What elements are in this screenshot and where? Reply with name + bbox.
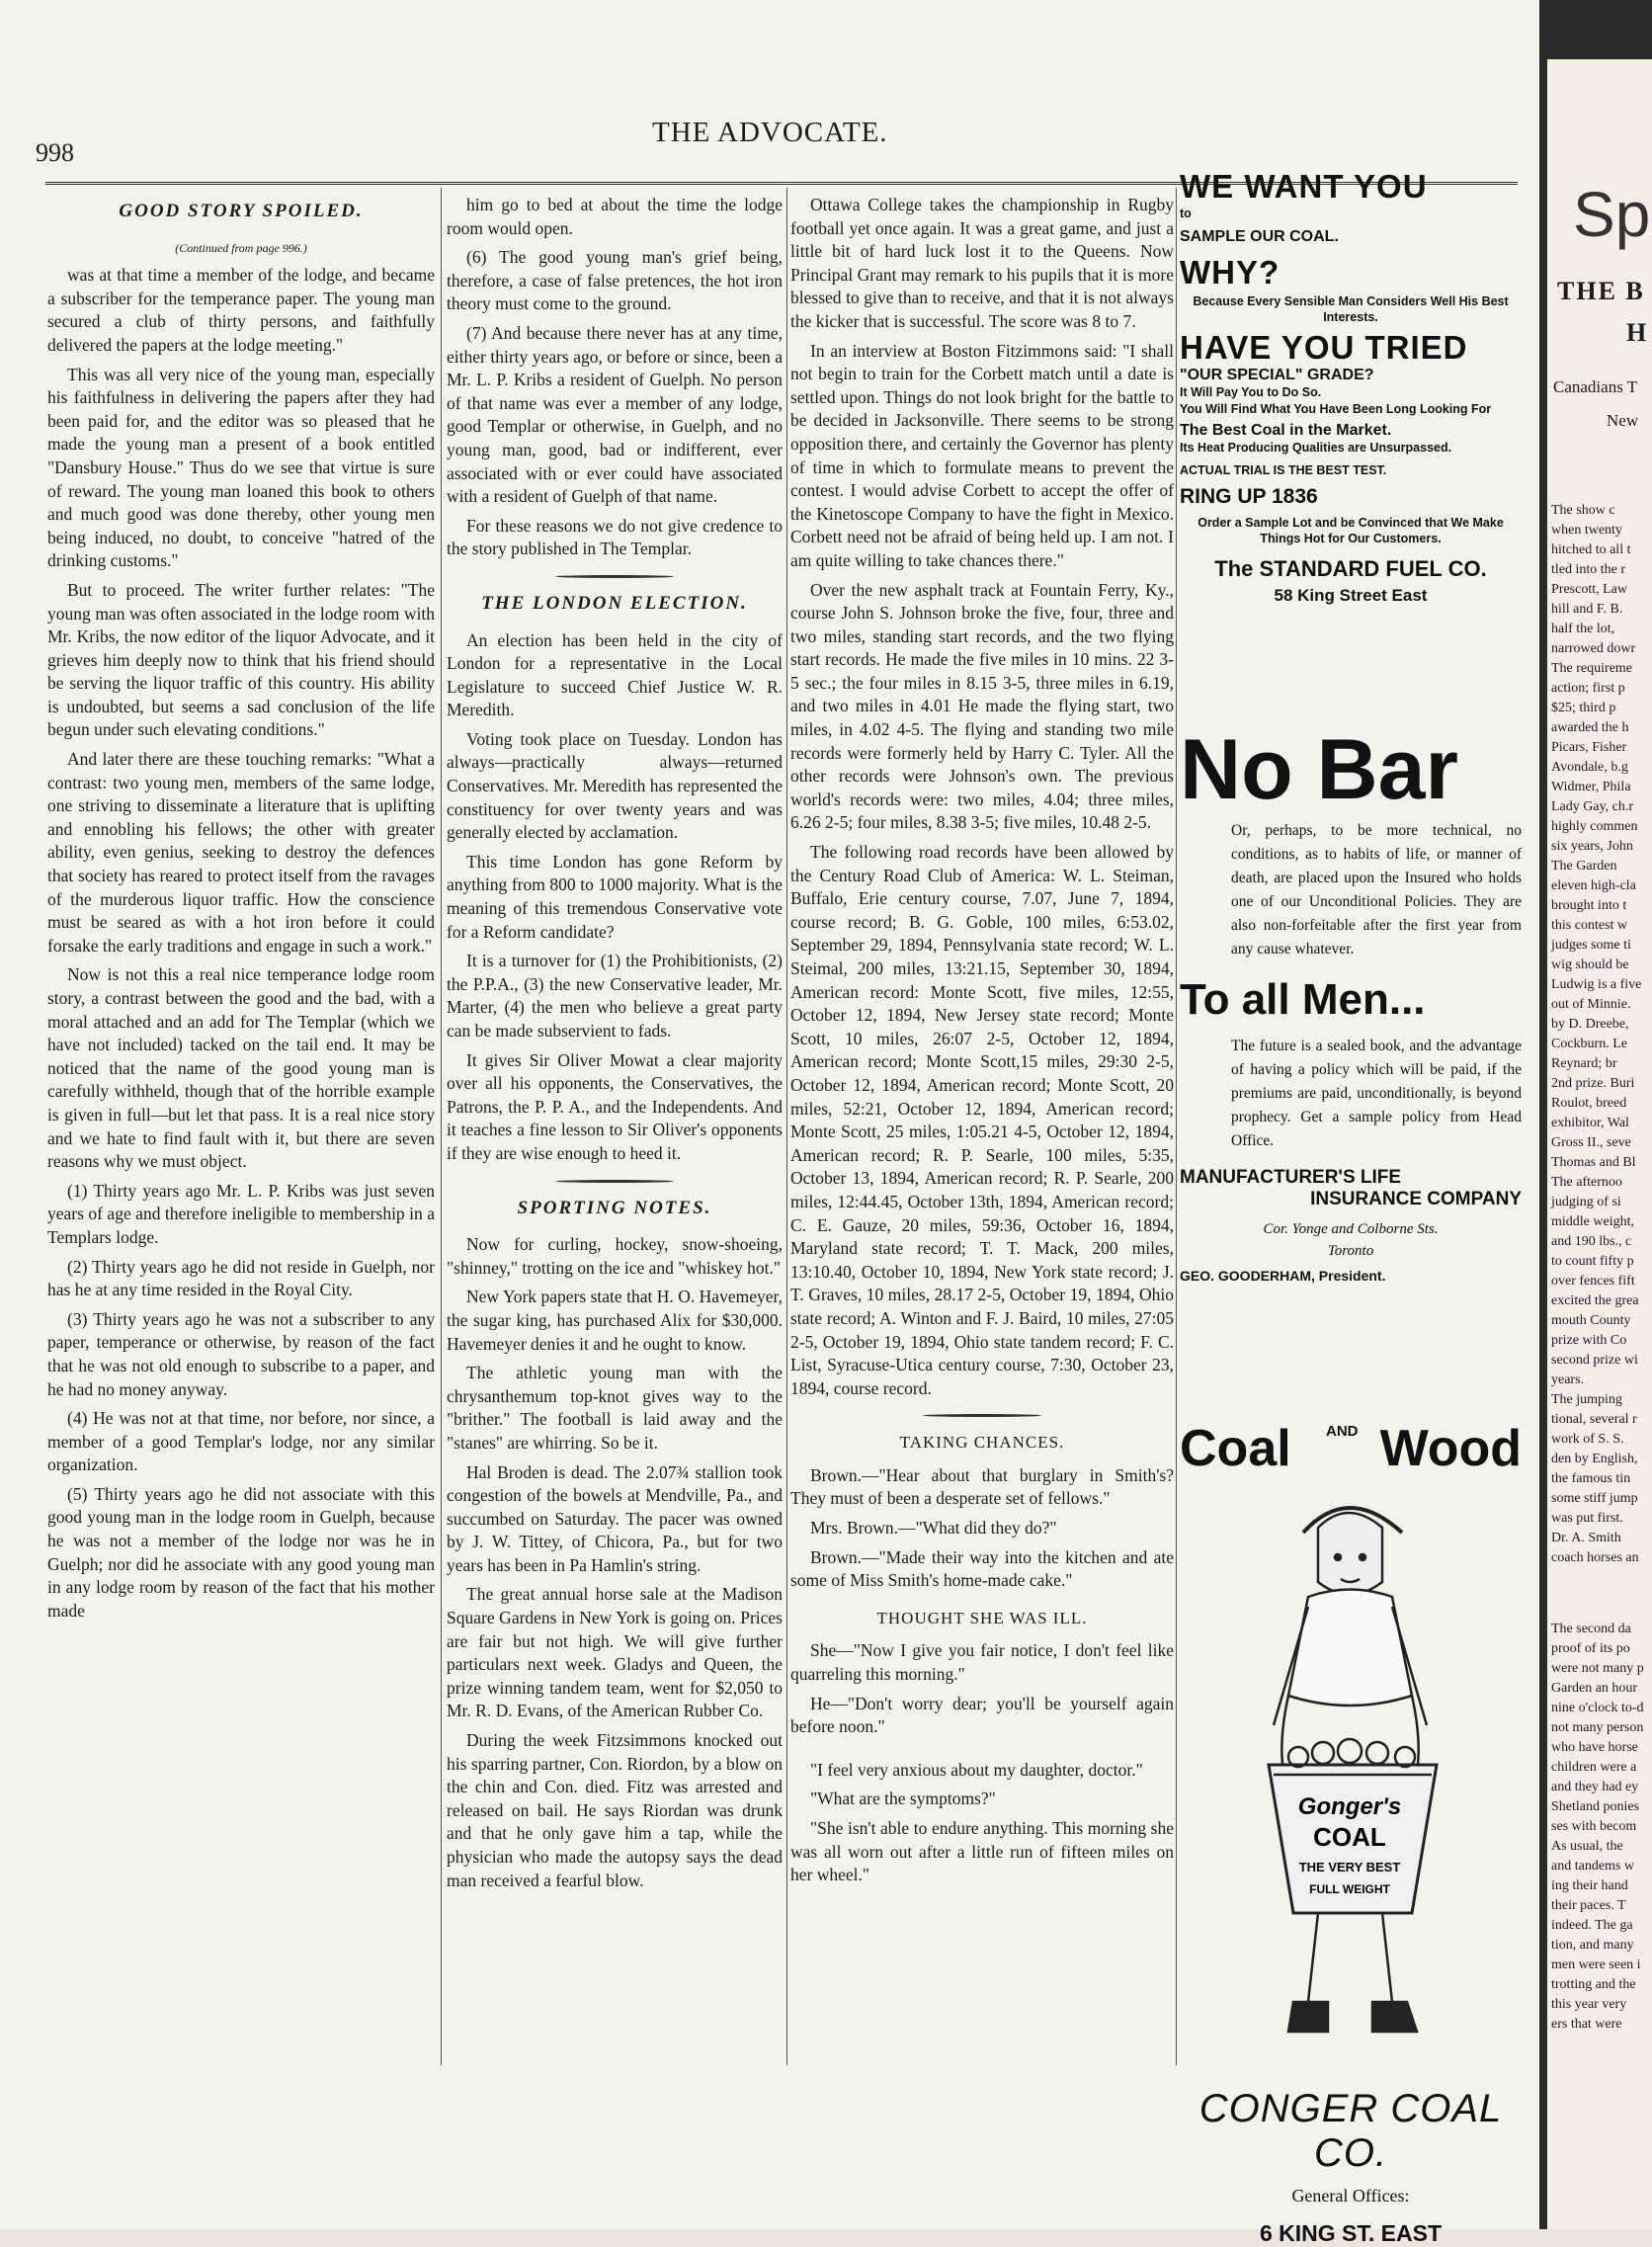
column-divider bbox=[1176, 188, 1177, 2065]
ad-company: MANUFACTURER'S LIFE bbox=[1180, 1167, 1402, 1188]
adjacent-page-text: their paces. T bbox=[1551, 1898, 1626, 1913]
adjacent-page-text: who have horse bbox=[1551, 1740, 1638, 1755]
adjacent-page-text: hitched to all t bbox=[1551, 542, 1631, 557]
ad-text: You Will Find What You Have Been Long Looking For bbox=[1180, 402, 1492, 416]
adjacent-page-text: ers that were bbox=[1551, 2017, 1622, 2032]
adjacent-page-text: ses with becom bbox=[1551, 1819, 1637, 1834]
adjacent-page-text: The second da bbox=[1551, 1622, 1631, 1636]
adjacent-page-text: work of S. S. bbox=[1551, 1432, 1624, 1447]
ad-headline: HAVE YOU TRIED bbox=[1180, 329, 1468, 366]
paragraph: Brown.—"Hear about that burglary in Smith's? They must of been a desperate set of fellows." bbox=[790, 1464, 1174, 1509]
paragraph: Ottawa College takes the championship in Rugby football yet once again. It was a great game, and just a little bit of hard luck lost it to the Queens. Now Principal Grant may remark to his pupils that it is more blessed to give than to receive, and that it is not always the kicker that is successful. The score was 8 to 7. bbox=[790, 195, 1174, 331]
adjacent-page-text: not many person bbox=[1551, 1720, 1644, 1735]
paragraph: It is a turnover for (1) the Prohibitionists, (2) the P.P.A., (3) the new Conservative leader, Mr. Marter, (4) the men who believe a great party can be made subservient to fads. bbox=[447, 951, 783, 1040]
adjacent-page-text: children were a bbox=[1551, 1760, 1637, 1775]
adjacent-page-text: eleven high-cla bbox=[1551, 878, 1636, 893]
ad-phone: RING UP 1836 bbox=[1180, 485, 1318, 508]
adjacent-page-text: Thomas and Bl bbox=[1551, 1155, 1636, 1170]
adjacent-page-text: trotting and the bbox=[1551, 1977, 1636, 1992]
adjacent-page-text: Dr. A. Smith bbox=[1551, 1531, 1621, 1545]
adjacent-page-text: Canadians T bbox=[1553, 377, 1638, 396]
ad-text: Or, perhaps, to be more technical, no conditions, as to habits of life, or manner of death, are placed upon the Insured who holds one of our Unconditional Policies. They are also non-forfeitable after the first year from any cause whatever. bbox=[1231, 822, 1522, 957]
paragraph: "I feel very anxious about my daughter, doctor." bbox=[810, 1759, 1143, 1780]
adjacent-page-text: this year very bbox=[1551, 1997, 1627, 2012]
adjacent-page-text: judging of si bbox=[1551, 1195, 1621, 1209]
ad-text: ACTUAL TRIAL IS THE BEST TEST. bbox=[1180, 463, 1387, 477]
ad-text: General Offices: bbox=[1291, 2186, 1410, 2205]
boy-with-coal-basket-illustration bbox=[1180, 1488, 1522, 2081]
adjacent-page-text: highly commen bbox=[1551, 819, 1638, 834]
basket-label: FULL WEIGHT bbox=[1309, 1882, 1390, 1896]
ad-text: Its Heat Producing Qualities are Unsurpassed. bbox=[1180, 441, 1452, 455]
adjacent-page-text: judges some ti bbox=[1551, 938, 1631, 953]
adjacent-page-text: proof of its po bbox=[1551, 1641, 1630, 1656]
basket-label: COAL bbox=[1313, 1822, 1386, 1852]
adjacent-page-text: New bbox=[1607, 411, 1639, 430]
adjacent-page-text: den by English, bbox=[1551, 1452, 1638, 1466]
ad-text: Because Every Sensible Man Considers Well His Best Interests. bbox=[1193, 294, 1509, 324]
ad-address: Toronto bbox=[1327, 1243, 1374, 1259]
paragraph: Hal Broden is dead. The 2.07¾ stallion took congestion of the bowels at Mendville, Pa., and succumbed on Saturday. The pacer was owned by J. W. Tittey, of Chicora, Pa., but for two years has been in Pa Hamlin's string. bbox=[447, 1461, 783, 1575]
continued-note: (Continued from page 996.) bbox=[175, 240, 307, 255]
paragraph: (3) Thirty years ago he was not a subscriber to any paper, temperance or otherwise, by reason of the fact that he was not old enough to subscribe to a paper, and he had no money anyway. bbox=[47, 1308, 435, 1399]
adjacent-page-text: The show c bbox=[1551, 503, 1615, 518]
ad-company: CONGER COAL CO. bbox=[1198, 2087, 1503, 2175]
adjacent-page-text: hill and F. B. bbox=[1551, 602, 1623, 617]
paragraph: New York papers state that H. O. Havemeyer, the sugar king, has purchased Alix for $30,000. Havemeyer denies it and he ought to know. bbox=[447, 1287, 783, 1354]
paragraph: And later there are these touching remarks: "What a contrast: two young men, members of the same lodge, one striving to disseminate a literature that is uplifting and ennobling his fellows; the other with greater ability, even genius, seeking to destroy the defences that society has reared to protect itself from the ravages of the murderous liquor traffic. How the conscience must be seared as with a hot iron before it could forsake the early traditions and engage in such a work." bbox=[47, 749, 435, 956]
adjacent-page-text: ing their hand bbox=[1551, 1878, 1628, 1893]
adjacent-page-text: years. bbox=[1551, 1373, 1585, 1387]
adjacent-page-text: THE B bbox=[1557, 277, 1645, 305]
adjacent-page-text: Picars, Fisher bbox=[1551, 740, 1627, 755]
ad-text: It Will Pay You to Do So. bbox=[1180, 385, 1322, 399]
adjacent-page-text: As usual, the bbox=[1551, 1839, 1623, 1854]
adjacent-page-text: Roulot, breed bbox=[1551, 1096, 1627, 1111]
adjacent-page-text: Widmer, Phila bbox=[1551, 780, 1631, 794]
paragraph: The athletic young man with the chrysanthemum top-knot gives way to the "brither." The football is laid away and the "stanes" are whirring. So be it. bbox=[447, 1363, 783, 1453]
adjacent-page-text: action; first p bbox=[1551, 681, 1625, 696]
paragraph: It gives Sir Oliver Mowat a clear majority over all his opponents, the Conservatives, the Patrons, the P. P. A., and the Independents. And it teaches a fine lesson to Sir Oliver's opponents if they are wise enough to heed it. bbox=[447, 1049, 783, 1163]
adjacent-page-text: some stiff jump bbox=[1551, 1491, 1638, 1506]
paragraph: Over the new asphalt track at Fountain Ferry, Ky., course John S. Johnson broke the five, four, three and two miles, standing start records, and the two flying start records. He made the five miles in 10 mins. 22 3-5 sec.; the four miles in 8.15 3-5, three miles in 6.19, and two miles in 4.01 He made the flying start, two miles, in 4.02 4-5. The flying and standing two mile records were formerly held by Harry C. Tyler. All the other records were Johnson's own. The previous world's records were: two miles, 4.04; three miles, 6.26 2-5; four miles, 8.38 3-5; five miles, 10.48 2-5. bbox=[790, 579, 1174, 833]
paragraph: But to proceed. The writer further relates: "The young man was often associated in the lodge room with Mr. Kribs, the now editor of the liquor Advocate, and it grieves him deeply now to think that his friend should be serving the liquor traffic of this country. His ability is undoubted, but seems a sad conclusion of the life begun under such elevating conditions." bbox=[47, 579, 435, 740]
adjacent-page-text: The Garden bbox=[1551, 859, 1617, 874]
ad-address: Cor. Yonge and Colborne Sts. bbox=[1263, 1221, 1439, 1237]
adjacent-page-text: prize with Co bbox=[1551, 1333, 1627, 1348]
ad-headline: Coal bbox=[1180, 1420, 1291, 1477]
adjacent-page-text: exhibitor, Wal bbox=[1551, 1116, 1629, 1130]
masthead-title: THE ADVOCATE. bbox=[652, 117, 888, 148]
adjacent-page-text: awarded the h bbox=[1551, 720, 1629, 735]
paragraph: The great annual horse sale at the Madison Square Gardens in New York is going on. Prices are fair but not high. We will give further particulars next week. Gladys and Queen, the prize winning tandem team, went for $2,050 to Mr. R. D. Evans, of the American Rubber Co. bbox=[447, 1584, 783, 1721]
adjacent-page-text: indeed. The ga bbox=[1551, 1918, 1633, 1933]
basket-label: THE VERY BEST bbox=[1298, 1860, 1401, 1874]
paragraph: "She isn't able to endure anything. This morning she was all worn out after a little run of fifteen miles on her wheel." bbox=[790, 1818, 1174, 1885]
column-2 bbox=[447, 194, 783, 1898]
paragraph: She—"Now I give you fair notice, I don't feel like quarreling this morning." bbox=[790, 1640, 1174, 1685]
adjacent-page-text: were not many p bbox=[1551, 1661, 1644, 1676]
article-heading: THE LONDON ELECTION. bbox=[481, 592, 748, 614]
ad-headline: WE WANT YOU bbox=[1180, 168, 1428, 205]
adjacent-page-text: Reynard; br bbox=[1551, 1056, 1617, 1071]
adjacent-page-text: six years, John bbox=[1551, 839, 1633, 854]
ad-text: Order a Sample Lot and be Convinced that We Make Things Hot for Our Customers. bbox=[1198, 516, 1504, 545]
standard-fuel-ad bbox=[1180, 168, 1522, 606]
article-heading: THOUGHT SHE WAS ILL. bbox=[876, 1608, 1088, 1627]
section-separator bbox=[923, 1414, 1041, 1417]
adjacent-page-text: Prescott, Law bbox=[1551, 582, 1627, 597]
paragraph: The following road records have been allowed by the Century Road Club of America: W. L. Steiman, Buffalo, Erie century course, 7.07, June 7, 1894, course record; B. G. Goble, 100 miles, 6:53.02, September 29, 1894, Pennsylvania state record; W. L. Steimal, 200 miles, 13:21.15, September 30, 1894, American record: Monte Scott, five miles, 12:55, October 12, 1894, New Jersey state record; Monte Scott, 10 miles, 26:07 2-5, October 12, 1894, American record; Monte Scott,15 miles, 29:30 2-5, October 12, 1894, American record; Monte Scott, 20 miles, 52:21, October 12, 1894, American record; Monte Scott, 25 miles, 1:05.21 4-5, October 12, 1894, American record; R. P. Searle, 100 miles, 5:35, October 13, 1894, American record; R. P. Searle, 200 miles, 12:44.45, October 13th, 1894, American record; C. E. Gauze, 20 miles, 59:36, October 16, 1894, Maryland state record; T. T. Mack, 200 miles, 13:10.40, October 10, 1894, New York state record; J. T. Graves, 10 miles, 28.17 2-5, October 19, 1894, Ohio state record; A. Winton and F. J. Baird, 10 miles, 27:05 2-5, October 19, 1894, Ohio state tandem record; F. C. List, Syracuse-Utica century course, 7:30, October 23, 1894, course record. bbox=[790, 842, 1174, 1398]
ad-headline: No Bar bbox=[1180, 722, 1458, 817]
paragraph: Brown.—"Made their way into the kitchen and ate some of Miss Smith's home-made cake." bbox=[790, 1546, 1174, 1591]
paragraph: (2) Thirty years ago he did not reside in Guelph, nor has he at any time resided in the Royal City. bbox=[47, 1256, 435, 1300]
adjacent-page-text: coach horses an bbox=[1551, 1550, 1639, 1565]
adjacent-page-text: nine o'clock to-d bbox=[1551, 1701, 1644, 1715]
paragraph: Now is not this a real nice temperance lodge room story, a contrast between the good and the bad, with a moral attached and an add for The Templar (which we have not included) tacked on the tail end. It may be noticed that the name of the good young man is carefully withheld, though that of the horrible example is given in full—but let that pass. It is a real nice story and we hate to find fault with it, but there are seven reasons why we must object. bbox=[47, 964, 435, 1172]
adjacent-page-text: wig should be bbox=[1551, 957, 1629, 972]
adjacent-page-text: over fences fift bbox=[1551, 1274, 1635, 1289]
ad-company: The STANDARD FUEL CO. bbox=[1214, 556, 1487, 581]
adjacent-page-text: when twenty bbox=[1551, 523, 1622, 538]
adjacent-page-text: H bbox=[1626, 318, 1647, 347]
paragraph: (5) Thirty years ago he did not associate with this good young man in the lodge room in Guelph, because he was not a member of the lodge nor was he in Guelph; nor did he associate with any good young man in any lodge room by reason of the fact that his mother made bbox=[47, 1483, 435, 1621]
paragraph: (4) He was not at that time, nor before, nor since, a member of a good Templar's lodge, nor any similar organization. bbox=[47, 1408, 435, 1475]
adjacent-page-text: middle weight, bbox=[1551, 1214, 1634, 1229]
adjacent-page-text: tled into the r bbox=[1551, 562, 1626, 577]
adjacent-page-text: to count fifty p bbox=[1551, 1254, 1634, 1269]
page-number: 998 bbox=[36, 138, 74, 167]
adjacent-page-text: half the lot, bbox=[1551, 622, 1615, 636]
adjacent-page-text: and tandems w bbox=[1551, 1859, 1634, 1873]
paragraph: An election has been held in the city of London for a representative in the Local Legislature to succeed Chief Justice W. R. Meredith. bbox=[447, 629, 783, 720]
paragraph: (6) The good young man's grief being, therefore, a case of false pretences, the hot iron theory must come to the ground. bbox=[447, 247, 783, 314]
adjacent-page-text: $25; third p bbox=[1551, 701, 1616, 715]
manufacturers-life-ad bbox=[1180, 721, 1522, 1284]
adjacent-page-text: brought into t bbox=[1551, 898, 1627, 913]
adjacent-page-text: Ludwig is a five bbox=[1551, 977, 1642, 992]
paragraph: him go to bed at about the time the lodge room would open. bbox=[447, 195, 783, 238]
section-separator bbox=[555, 575, 674, 578]
ad-address: 58 King Street East bbox=[1274, 586, 1428, 605]
adjacent-page-text: men were seen i bbox=[1551, 1957, 1641, 1972]
article-heading: TAKING CHANCES. bbox=[899, 1433, 1065, 1453]
ad-headline: Wood bbox=[1379, 1420, 1522, 1477]
column-1 bbox=[47, 194, 435, 1628]
adjacent-page-text: this contest w bbox=[1551, 918, 1627, 933]
paragraph: This was all very nice of the young man, especially his faithfulness in delivering the papers after they had been paid for, and the editor was so pleased that he made the young man a present of a book entitled "Dansbury House." Thus do we see that virtue is sure of reward. The young man loaned this book to others and much good was done thereby, other young men being induced, no doubt, to conceive "hatred of the drinking customs." bbox=[47, 364, 435, 571]
paragraph: He—"Don't worry dear; you'll be yourself again before noon." bbox=[790, 1693, 1174, 1737]
basket-label: Gonger's bbox=[1297, 1793, 1402, 1820]
column-3 bbox=[790, 194, 1174, 1893]
section-separator bbox=[555, 1180, 674, 1183]
paragraph: (1) Thirty years ago Mr. L. P. Kribs was just seven years of age and therefore ineligible to membership in a Templars lodge. bbox=[47, 1180, 435, 1247]
paragraph: For these reasons we do not give credence to the story published in The Templar. bbox=[447, 515, 783, 559]
adjacent-page-text: tion, and many bbox=[1551, 1938, 1634, 1953]
ad-address: 6 KING ST. EAST bbox=[1259, 2220, 1443, 2246]
adjacent-page-text: excited the grea bbox=[1551, 1293, 1639, 1308]
ad-text: GEO. GOODERHAM, President. bbox=[1180, 1268, 1386, 1284]
adjacent-page-text: Sp bbox=[1573, 179, 1651, 250]
adjacent-page-text: The afternoo bbox=[1551, 1175, 1622, 1190]
adjacent-page-text: by D. Dreebe, bbox=[1551, 1017, 1629, 1032]
adjacent-page-text: second prize wi bbox=[1551, 1353, 1638, 1368]
conger-coal-ad bbox=[1180, 1419, 1522, 2247]
adjacent-page-text: Garden an hour bbox=[1551, 1681, 1638, 1696]
adjacent-page-text: The jumping bbox=[1551, 1392, 1622, 1407]
adjacent-page-fragment bbox=[1547, 59, 1652, 2229]
adjacent-page-text: Shetland ponies bbox=[1551, 1799, 1640, 1814]
paragraph: This time London has gone Reform by anything from 800 to 1000 majority. What is the meaning of this tremendous Conservative vote for a Reform candidate? bbox=[447, 851, 783, 942]
paragraph: During the week Fitzsimmons knocked out his sparring partner, Con. Riordon, by a blow on the chin and Con. died. Fitz was arrested and released on bail. He says Riordan was drunk and that he only gave him a tap, while the physician who made the autopsy says the dead man received a fearful blow. bbox=[447, 1730, 783, 1890]
adjacent-page-text: The requireme bbox=[1551, 661, 1633, 676]
adjacent-page-text: Cockburn. Le bbox=[1551, 1037, 1627, 1051]
adjacent-page-text: the famous tin bbox=[1551, 1471, 1631, 1486]
ad-text: The Best Coal in the Market. bbox=[1180, 422, 1392, 439]
adjacent-page-text: was put first. bbox=[1551, 1511, 1623, 1526]
paragraph: (7) And because there never has at any time, either thirty years ago, or before or since, been a Mr. L. P. Kribs a resident of Guelph. No person of that name was ever a member of any lodge, good Templar or otherwise, in Guelph, and no young man, good, bad or indifferent, ever associated with or ever could have associated with a resident of Guelph of that name. bbox=[447, 322, 783, 507]
adjacent-page-text: narrowed dowr bbox=[1551, 641, 1636, 656]
paragraph: was at that time a member of the lodge, and became a subscriber for the temperance paper. The young man secured a club of thirty persons, and faithfully delivered the papers at the lodge meeting." bbox=[47, 265, 435, 355]
paragraph: Mrs. Brown.—"What did they do?" bbox=[810, 1518, 1057, 1539]
article-heading: SPORTING NOTES. bbox=[517, 1197, 712, 1218]
column-divider bbox=[441, 188, 442, 2065]
ad-text: SAMPLE OUR COAL. bbox=[1180, 228, 1339, 245]
ad-headline: WHY? bbox=[1180, 254, 1280, 291]
ad-text: AND bbox=[1326, 1423, 1359, 1440]
ad-headline: To all Men... bbox=[1180, 975, 1426, 1024]
adjacent-page-text: tional, several r bbox=[1551, 1412, 1637, 1427]
adjacent-page-text: Lady Gay, ch.r bbox=[1551, 799, 1634, 814]
adjacent-page-text: mouth County bbox=[1551, 1313, 1631, 1328]
paragraph: Now for curling, hockey, snow-shoeing, "shinney," trotting on the ice and "whiskey hot." bbox=[447, 1234, 783, 1278]
adjacent-page-text: 2nd prize. Buri bbox=[1551, 1076, 1635, 1091]
column-divider bbox=[786, 188, 787, 2065]
adjacent-page-text: and they had ey bbox=[1551, 1780, 1639, 1794]
adjacent-page-text: out of Minnie. bbox=[1551, 997, 1631, 1012]
paragraph: Voting took place on Tuesday. London has always—practically always—returned Conservatives. Mr. Meredith has represented the constituency for over twenty years and was generally elected by acclamation. bbox=[447, 728, 783, 843]
paragraph: In an interview at Boston Fitzimmons said: "I shall not begin to train for the Corbett match until a date is settled upon. Things do not look bright for the battle to be decided in Jacksonville. There seems to be strong opposition there, and certainly the Governor has plenty of time in which to formulate means to prevent the contest. I would advise Corbett to accept the offer of the Kinetoscope Company to have the fight in Mexico. Corbett need not be afraid of being held up. I am not. I am quite willing to take chances there." bbox=[790, 340, 1174, 570]
adjacent-page-text: Avondale, b.g bbox=[1551, 760, 1628, 775]
adjacent-page-text: Gross II., seve bbox=[1551, 1135, 1631, 1150]
ad-company: INSURANCE COMPANY bbox=[1310, 1189, 1522, 1209]
adjacent-page-text: and 190 lbs., c bbox=[1551, 1234, 1632, 1249]
ad-text: The future is a sealed book, and the advantage of having a policy which will be paid, if the premiums are paid, unconditionally, is beyond prophecy. Get a sample policy from Head Office. bbox=[1231, 1038, 1522, 1149]
paragraph: "What are the symptoms?" bbox=[810, 1789, 996, 1809]
article-heading: GOOD STORY SPOILED. bbox=[119, 201, 364, 221]
ad-text: to bbox=[1180, 207, 1192, 220]
ad-text: "OUR SPECIAL" GRADE? bbox=[1180, 367, 1374, 383]
